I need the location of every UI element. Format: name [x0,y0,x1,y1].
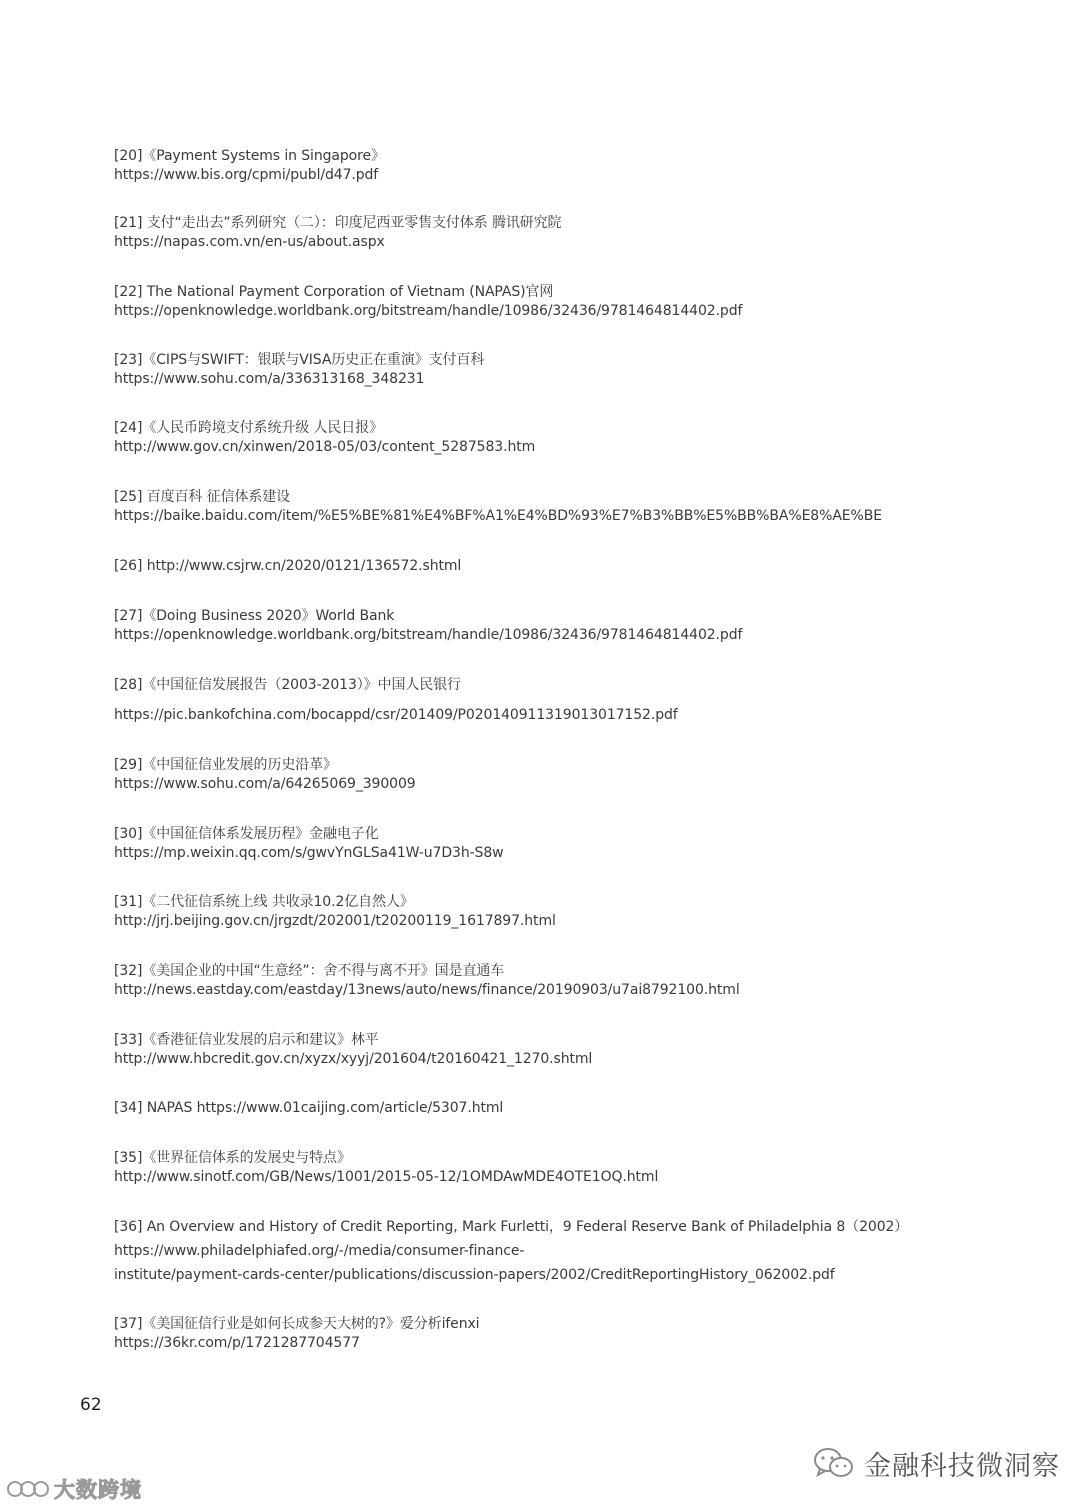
reference-item [114,825,504,863]
reference-link[interactable]: https://baike.baidu.com/item/%E5%BE%81%E4%BF%A1%E4%BD%93%E7%B3%BB%E5%BB%BA%E8%AE%BE [114,508,882,524]
reference-link[interactable]: https://openknowledge.worldbank.org/bitstream/handle/10986/32436/9781464814402.pdf [114,627,743,643]
reference-title: [22] The National Payment Corporation of Vietnam (NAPAS)官网 [114,284,554,300]
reference-title: [33]《香港征信业发展的启示和建议》林平 [114,1032,379,1048]
reference-link[interactable]: https://www.philadelphiafed.org/-/media/consumer-finance- [114,1243,525,1259]
reference-item [114,1149,658,1187]
watermark-text: 大数跨境 [54,1478,142,1502]
reference-title: [35]《世界征信体系的发展史与特点》 [114,1150,351,1166]
reference-item [114,1218,908,1285]
reference-title: [37]《美国征信行业是如何长成参天大树的?》爱分析ifenxi [114,1316,480,1332]
reference-title: [32]《美国企业的中国“生意经”：舍不得与离不开》国是直通车 [114,963,505,979]
reference-item [114,1315,479,1353]
reference-title: [24]《人民币跨境支付系统升级 人民日报》 [114,420,383,436]
reference-link[interactable]: http://www.hbcredit.gov.cn/xyzx/xyyj/201604/t20160421_1270.shtml [114,1051,593,1067]
reference-title: [36] An Overview and History of Credit Reporting, Mark Furletti，9 Federal Reserve Bank of Philadelphia 8（2002） [114,1219,909,1235]
reference-item [114,1031,592,1069]
reference-item [114,557,461,576]
reference-item [114,676,678,725]
reference-title: [21] 支付“走出去”系列研究（二）：印度尼西亚零售支付体系 腾讯研究院 [114,215,562,231]
reference-link-continued[interactable]: institute/payment-cards-center/publications/discussion-papers/2002/CreditReportingHistory_062002.pdf [114,1267,835,1283]
reference-link[interactable]: http://www.gov.cn/xinwen/2018-05/03/content_5287583.htm [114,439,536,455]
reference-item [114,488,882,526]
reference-title: [27]《Doing Business 2020》World Bank [114,608,395,624]
reference-item [114,214,561,252]
reference-link[interactable]: https://www.bis.org/cpmi/publ/d47.pdf [114,167,379,183]
page-number: 62 [80,1395,102,1415]
reference-link[interactable]: http://news.eastday.com/eastday/13news/auto/news/finance/20190903/u7ai8792100.html [114,982,740,998]
wechat-icon [812,1446,856,1480]
reference-item [114,962,740,1000]
reference-link[interactable]: https://36kr.com/p/1721287704577 [114,1335,360,1351]
reference-item [114,419,535,457]
reference-item [114,147,385,185]
reference-title: [23]《CIPS与SWIFT：银联与VISA历史正在重演》支付百科 [114,352,485,368]
reference-link[interactable]: http://jrj.beijing.gov.cn/jrgzdt/202001/t20200119_1617897.html [114,913,556,929]
reference-title: [30]《中国征信体系发展历程》金融电子化 [114,826,379,842]
reference-link[interactable]: https://pic.bankofchina.com/bocappd/csr/201409/P020140911319013017152.pdf [114,707,678,723]
reference-title: [29]《中国征信业发展的历史沿革》 [114,757,337,773]
reference-title: [28]《中国征信发展报告（2003-2013）》中国人民银行 [114,677,461,693]
reference-title: [31]《二代征信系统上线 共收录10.2亿自然人》 [114,894,414,910]
watermark-text: 金融科技微洞察 [864,1450,1060,1482]
reference-link[interactable]: https://www.sohu.com/a/336313168_348231 [114,371,425,387]
reference-item [114,351,484,389]
reference-item [114,283,742,321]
reference-title: [25] 百度百科 征信体系建设 [114,489,291,505]
reference-link[interactable]: http://www.sinotf.com/GB/News/1001/2015-05-12/1OMDAwMDE4OTE1OQ.html [114,1169,659,1185]
reference-link[interactable]: [34] NAPAS https://www.01caijing.com/article/5307.html [114,1100,504,1116]
reference-item [114,607,742,645]
brand-logo-icon [6,1478,50,1500]
reference-link[interactable]: https://mp.weixin.qq.com/s/gwvYnGLSa41W-u7D3h-S8w [114,845,504,861]
reference-title: [20]《Payment Systems in Singapore》 [114,148,385,164]
reference-link[interactable]: https://napas.com.vn/en-us/about.aspx [114,234,385,250]
reference-item [114,756,416,794]
reference-item [114,893,556,931]
reference-link[interactable]: https://openknowledge.worldbank.org/bitstream/handle/10986/32436/9781464814402.pdf [114,303,743,319]
reference-link[interactable]: https://www.sohu.com/a/64265069_390009 [114,776,416,792]
watermark-brand [6,1474,142,1504]
watermark-wechat [812,1443,1060,1483]
reference-item [114,1099,503,1118]
reference-link[interactable]: [26] http://www.csjrw.cn/2020/0121/136572.shtml [114,558,462,574]
